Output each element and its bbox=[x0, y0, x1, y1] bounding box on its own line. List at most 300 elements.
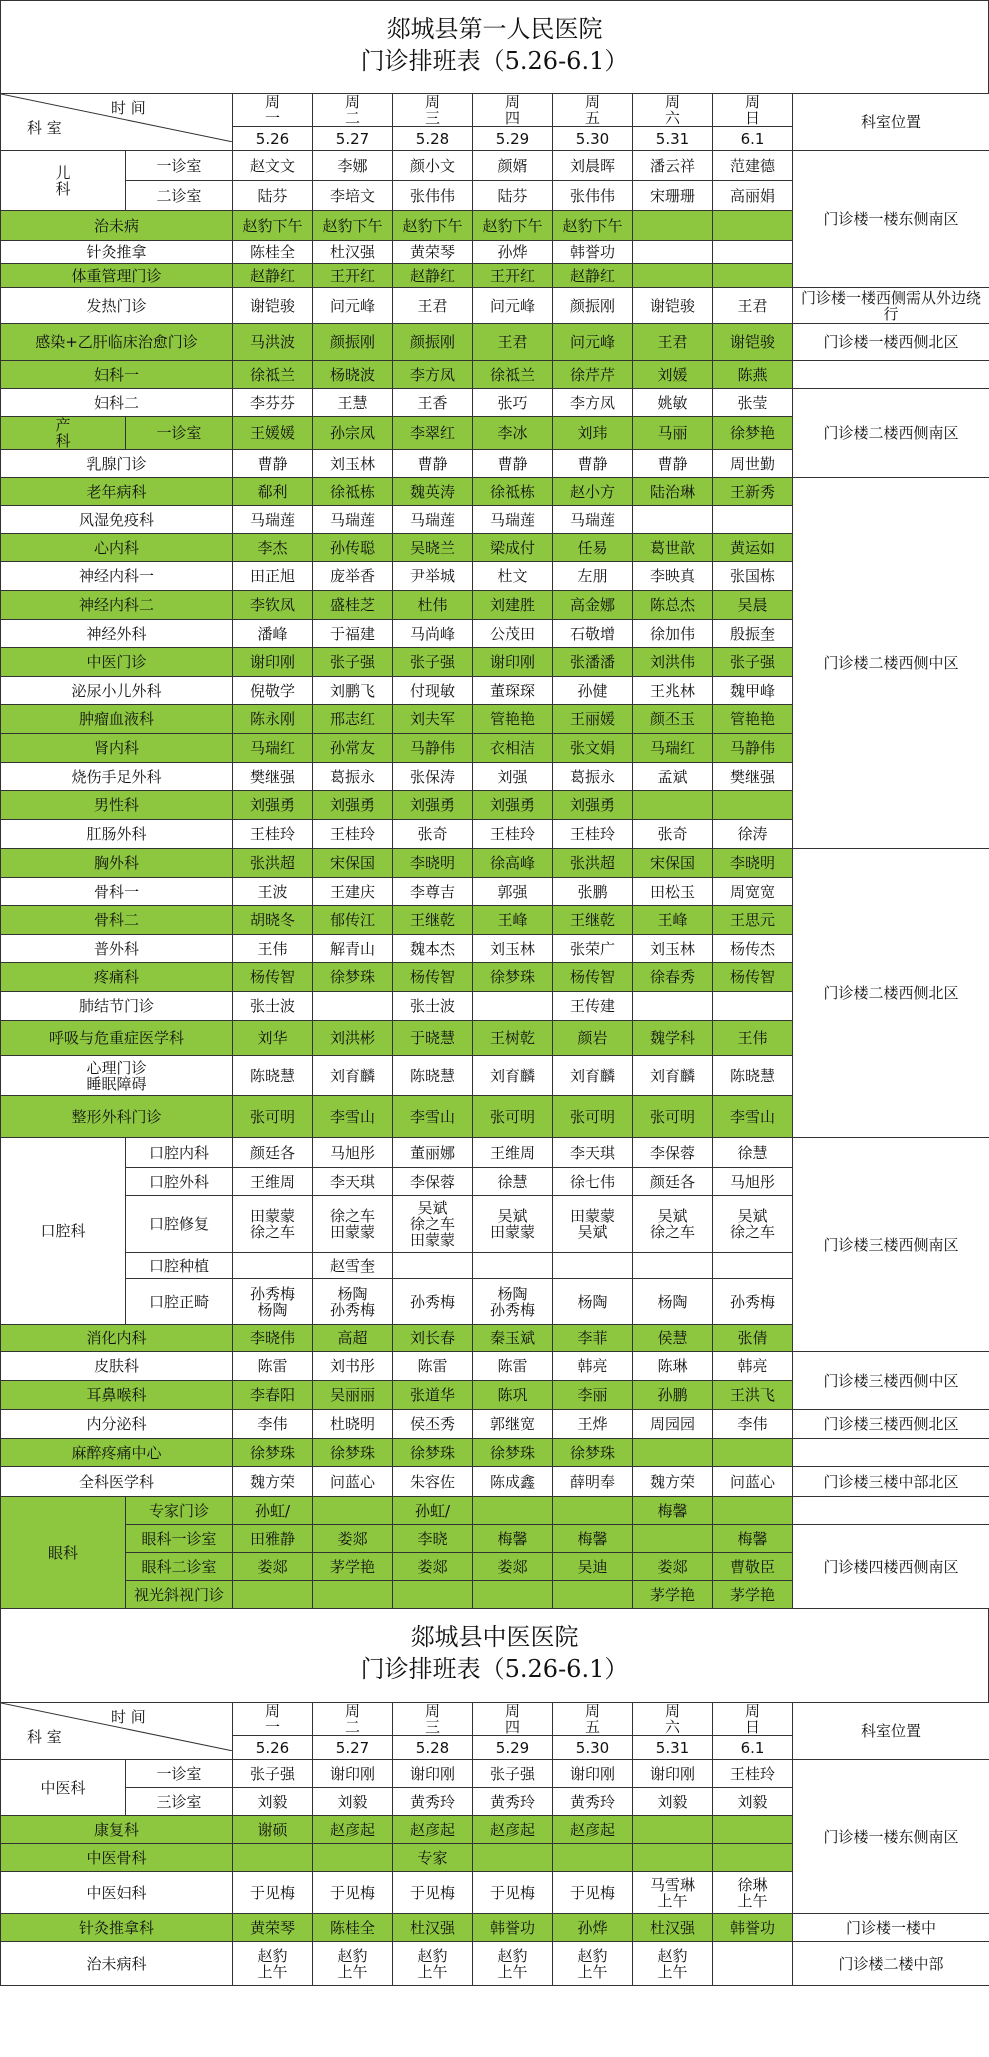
doctor-cell: 张子强 bbox=[313, 648, 393, 677]
doctor-cell: 徐涛 bbox=[713, 820, 793, 849]
doctor-cell: 高丽娟 bbox=[713, 181, 793, 211]
doctor-cell: 王丽媛 bbox=[553, 705, 633, 734]
doctor-cell: 赵雪奎 bbox=[313, 1253, 393, 1279]
doctor-cell: 杨陶 孙秀梅 bbox=[473, 1279, 553, 1325]
doctor-cell: 问蓝心 bbox=[713, 1467, 793, 1497]
doctor-cell: 刘玉林 bbox=[633, 935, 713, 963]
doctor-cell: 谢印刚 bbox=[233, 648, 313, 677]
department-name: 体重管理门诊 bbox=[1, 264, 233, 288]
date-header: 5.31 bbox=[633, 127, 713, 151]
doctor-cell: 邢志红 bbox=[313, 705, 393, 734]
doctor-cell: 吴斌 田蒙蒙 bbox=[473, 1196, 553, 1253]
doctor-cell: 李冰 bbox=[473, 417, 553, 450]
doctor-cell: 尹举城 bbox=[393, 562, 473, 591]
doctor-cell bbox=[633, 1439, 713, 1467]
day-header: 周 四 bbox=[473, 94, 553, 127]
doctor-cell: 赵豹下午 bbox=[233, 211, 313, 241]
doctor-cell: 李菲 bbox=[553, 1325, 633, 1352]
department-name: 消化内科 bbox=[1, 1325, 233, 1352]
schedule-row bbox=[1, 1525, 989, 1553]
doctor-cell: 于见梅 bbox=[473, 1872, 553, 1914]
doctor-cell: 孙鹏 bbox=[633, 1381, 713, 1410]
location-cell: 门诊楼二楼西侧中区 bbox=[793, 478, 989, 849]
doctor-cell bbox=[713, 1942, 793, 1986]
sub-clinic: 一诊室 bbox=[126, 1760, 233, 1788]
doctor-cell: 潘云祥 bbox=[633, 151, 713, 181]
date-header: 5.26 bbox=[233, 1736, 313, 1760]
doctor-cell: 王树乾 bbox=[473, 1021, 553, 1056]
doctor-cell: 董丽娜 bbox=[393, 1138, 473, 1168]
date-header: 6.1 bbox=[713, 1736, 793, 1760]
doctor-cell: 孙烨 bbox=[473, 241, 553, 264]
department-name: 麻醉疼痛中心 bbox=[1, 1439, 233, 1467]
doctor-cell: 马瑞莲 bbox=[313, 506, 393, 534]
sub-clinic: 二诊室 bbox=[126, 181, 233, 211]
sub-clinic: 眼科二诊室 bbox=[126, 1553, 233, 1581]
schedule-row bbox=[1, 288, 989, 324]
doctor-cell bbox=[473, 1253, 553, 1279]
doctor-cell: 徐梦珠 bbox=[393, 1439, 473, 1467]
doctor-cell bbox=[713, 241, 793, 264]
doctor-cell: 张道华 bbox=[393, 1381, 473, 1410]
doctor-cell: 葛振永 bbox=[313, 763, 393, 791]
doctor-cell: 张文娟 bbox=[553, 734, 633, 763]
doctor-cell: 马瑞莲 bbox=[233, 506, 313, 534]
doctor-cell: 王波 bbox=[233, 878, 313, 906]
doctor-cell: 颜小文 bbox=[393, 151, 473, 181]
date-header: 5.29 bbox=[473, 1736, 553, 1760]
doctor-cell: 王建庆 bbox=[313, 878, 393, 906]
doctor-cell: 陈晓慧 bbox=[233, 1056, 313, 1096]
doctor-cell: 黄秀玲 bbox=[473, 1788, 553, 1816]
doctor-cell: 娄郯 bbox=[633, 1553, 713, 1581]
doctor-cell: 王传建 bbox=[553, 992, 633, 1021]
doctor-cell: 倪敬学 bbox=[233, 677, 313, 705]
schedule-row bbox=[1, 1760, 989, 1788]
department-name: 针灸推拿科 bbox=[1, 1914, 233, 1942]
department-name: 耳鼻喉科 bbox=[1, 1381, 233, 1410]
doctor-cell: 王思元 bbox=[713, 906, 793, 935]
doctor-cell: 周园园 bbox=[633, 1410, 713, 1439]
date-header: 6.1 bbox=[713, 127, 793, 151]
doctor-cell: 马丽 bbox=[633, 417, 713, 450]
doctor-cell: 刘强勇 bbox=[233, 791, 313, 820]
date-header: 5.28 bbox=[393, 127, 473, 151]
day-header: 周 二 bbox=[313, 94, 393, 127]
hospital2-title-box bbox=[0, 1609, 989, 1702]
doctor-cell: 王君 bbox=[713, 288, 793, 324]
doctor-cell: 徐祗栋 bbox=[473, 478, 553, 506]
doctor-cell: 徐之车 田蒙蒙 bbox=[313, 1196, 393, 1253]
doctor-cell: 李翠红 bbox=[393, 417, 473, 450]
doctor-cell: 李杰 bbox=[233, 534, 313, 562]
doctor-cell: 石敬增 bbox=[553, 620, 633, 648]
doctor-cell: 赵豹 上午 bbox=[313, 1942, 393, 1986]
doctor-cell bbox=[633, 992, 713, 1021]
doctor-cell: 赵豹 上午 bbox=[473, 1942, 553, 1986]
doctor-cell: 杨陶 bbox=[553, 1279, 633, 1325]
doctor-cell: 李天琪 bbox=[313, 1168, 393, 1196]
doctor-cell: 陈晓慧 bbox=[713, 1056, 793, 1096]
doctor-cell bbox=[633, 506, 713, 534]
doctor-cell: 张莹 bbox=[713, 389, 793, 417]
date-header: 5.31 bbox=[633, 1736, 713, 1760]
doctor-cell: 张士波 bbox=[393, 992, 473, 1021]
doctor-cell: 殷振奎 bbox=[713, 620, 793, 648]
doctor-cell: 王桂玲 bbox=[473, 820, 553, 849]
hospital2-name: 郯城县中医医院 bbox=[410, 1623, 579, 1651]
doctor-cell: 杨陶 孙秀梅 bbox=[313, 1279, 393, 1325]
doctor-cell: 张洪超 bbox=[553, 849, 633, 878]
doctor-cell: 薛明奉 bbox=[553, 1467, 633, 1497]
day-header: 周 一 bbox=[233, 94, 313, 127]
doctor-cell: 魏方荣 bbox=[233, 1467, 313, 1497]
doctor-cell: 刘媛 bbox=[633, 361, 713, 389]
doctor-cell: 徐祗兰 bbox=[233, 361, 313, 389]
doctor-cell: 赵彦起 bbox=[393, 1816, 473, 1844]
location-cell bbox=[793, 361, 989, 389]
doctor-cell: 马瑞红 bbox=[633, 734, 713, 763]
doctor-cell: 刘强勇 bbox=[313, 791, 393, 820]
doctor-cell: 张可明 bbox=[633, 1096, 713, 1138]
doctor-cell: 刘育麟 bbox=[553, 1056, 633, 1096]
doctor-cell: 谢印刚 bbox=[473, 648, 553, 677]
doctor-cell: 李晓伟 bbox=[233, 1325, 313, 1352]
doctor-cell: 问元峰 bbox=[473, 288, 553, 324]
doctor-cell: 李晓明 bbox=[713, 849, 793, 878]
doctor-cell: 张可明 bbox=[553, 1096, 633, 1138]
doctor-cell: 刘强勇 bbox=[473, 791, 553, 820]
doctor-cell: 吴迪 bbox=[553, 1553, 633, 1581]
doctor-cell: 王新秀 bbox=[713, 478, 793, 506]
doctor-cell: 徐梦珠 bbox=[233, 1439, 313, 1467]
department-name: 治未病 bbox=[1, 211, 233, 241]
doctor-cell: 侯慧 bbox=[633, 1325, 713, 1352]
doctor-cell: 赵静红 bbox=[553, 264, 633, 288]
doctor-cell: 赵豹 上午 bbox=[393, 1942, 473, 1986]
doctor-cell: 于见梅 bbox=[233, 1872, 313, 1914]
doctor-cell bbox=[313, 1497, 393, 1525]
doctor-cell: 田雅静 bbox=[233, 1525, 313, 1553]
doctor-cell: 吴斌 徐之车 bbox=[713, 1196, 793, 1253]
doctor-cell: 李娜 bbox=[313, 151, 393, 181]
doctor-cell: 杜伟 bbox=[393, 591, 473, 620]
doctor-cell: 李雪山 bbox=[313, 1096, 393, 1138]
department-name: 针灸推拿 bbox=[1, 241, 233, 264]
doctor-cell bbox=[713, 1844, 793, 1872]
doctor-cell: 盛桂芝 bbox=[313, 591, 393, 620]
location-cell: 门诊楼一楼东侧南区 bbox=[793, 151, 989, 288]
doctor-cell: 王继乾 bbox=[393, 906, 473, 935]
department-name: 中医门诊 bbox=[1, 648, 233, 677]
date-header: 5.30 bbox=[553, 1736, 633, 1760]
department-name: 肿瘤血液科 bbox=[1, 705, 233, 734]
day-header: 周 日 bbox=[713, 94, 793, 127]
doctor-cell: 葛世歆 bbox=[633, 534, 713, 562]
doctor-cell: 梅馨 bbox=[713, 1525, 793, 1553]
hospital2-subtitle: 门诊排班表（5.26-6.1） bbox=[360, 1655, 629, 1683]
doctor-cell: 宋保国 bbox=[633, 849, 713, 878]
doctor-cell: 吴斌 徐之车 bbox=[633, 1196, 713, 1253]
hospital1-subtitle: 门诊排班表（5.26-6.1） bbox=[360, 47, 629, 75]
location-cell bbox=[793, 1497, 989, 1525]
department-name: 中医科 bbox=[1, 1760, 126, 1816]
doctor-cell: 赵小方 bbox=[553, 478, 633, 506]
doctor-cell: 曹静 bbox=[393, 450, 473, 478]
doctor-cell: 陈巩 bbox=[473, 1381, 553, 1410]
doctor-cell: 马洪波 bbox=[233, 324, 313, 361]
doctor-cell: 谢铠骏 bbox=[713, 324, 793, 361]
doctor-cell: 梅馨 bbox=[633, 1497, 713, 1525]
schedule-row bbox=[1, 1914, 989, 1942]
doctor-cell bbox=[393, 1253, 473, 1279]
doctor-cell: 娄郯 bbox=[393, 1553, 473, 1581]
doctor-cell: 解青山 bbox=[313, 935, 393, 963]
department-name: 全科医学科 bbox=[1, 1467, 233, 1497]
doctor-cell: 刘毅 bbox=[233, 1788, 313, 1816]
sub-clinic: 口腔外科 bbox=[126, 1168, 233, 1196]
doctor-cell: 谢印刚 bbox=[553, 1760, 633, 1788]
location-cell: 门诊楼一楼中 bbox=[793, 1914, 989, 1942]
doctor-cell: 李雪山 bbox=[393, 1096, 473, 1138]
department-name: 发热门诊 bbox=[1, 288, 233, 324]
department-name: 儿 科 bbox=[1, 151, 126, 211]
day-header: 周 六 bbox=[633, 1703, 713, 1736]
doctor-cell: 赵豹下午 bbox=[473, 211, 553, 241]
doctor-cell: 樊继强 bbox=[233, 763, 313, 791]
department-name: 呼吸与危重症医学科 bbox=[1, 1021, 233, 1056]
doctor-cell: 郭继宽 bbox=[473, 1410, 553, 1439]
doctor-cell: 于福建 bbox=[313, 620, 393, 648]
schedule-row bbox=[1, 849, 989, 878]
doctor-cell: 刘育麟 bbox=[473, 1056, 553, 1096]
doctor-cell bbox=[393, 1581, 473, 1609]
doctor-cell: 王媛媛 bbox=[233, 417, 313, 450]
doctor-cell: 陆芬 bbox=[233, 181, 313, 211]
doctor-cell: 朱容佐 bbox=[393, 1467, 473, 1497]
department-name: 神经内科一 bbox=[1, 562, 233, 591]
doctor-cell: 谢铠骏 bbox=[633, 288, 713, 324]
schedule-row bbox=[1, 151, 989, 181]
doctor-cell bbox=[713, 992, 793, 1021]
doctor-cell: 李伟 bbox=[713, 1410, 793, 1439]
doctor-cell: 杜晓明 bbox=[313, 1410, 393, 1439]
doctor-cell: 杜汉强 bbox=[313, 241, 393, 264]
doctor-cell: 刘书彤 bbox=[313, 1352, 393, 1381]
doctor-cell: 赵文文 bbox=[233, 151, 313, 181]
doctor-cell: 刘鹏飞 bbox=[313, 677, 393, 705]
schedule-row bbox=[1, 478, 989, 506]
location-cell: 门诊楼二楼中部 bbox=[793, 1942, 989, 1986]
doctor-cell: 徐梦珠 bbox=[473, 963, 553, 992]
department-name: 疼痛科 bbox=[1, 963, 233, 992]
day-header: 周 一 bbox=[233, 1703, 313, 1736]
doctor-cell: 马静伟 bbox=[713, 734, 793, 763]
doctor-cell: 张士波 bbox=[233, 992, 313, 1021]
doctor-cell: 郗利 bbox=[233, 478, 313, 506]
location-cell: 门诊楼二楼西侧北区 bbox=[793, 849, 989, 1138]
doctor-cell: 高超 bbox=[313, 1325, 393, 1352]
doctor-cell: 张奇 bbox=[393, 820, 473, 849]
doctor-cell: 张潘潘 bbox=[553, 648, 633, 677]
doctor-cell: 董琛琛 bbox=[473, 677, 553, 705]
doctor-cell: 赵豹下午 bbox=[393, 211, 473, 241]
doctor-cell bbox=[713, 264, 793, 288]
doctor-cell bbox=[553, 1253, 633, 1279]
doctor-cell: 魏英涛 bbox=[393, 478, 473, 506]
doctor-cell: 马尚峰 bbox=[393, 620, 473, 648]
doctor-cell: 孙秀梅 杨陶 bbox=[233, 1279, 313, 1325]
doctor-cell: 李晓明 bbox=[393, 849, 473, 878]
doctor-cell: 张子强 bbox=[473, 1760, 553, 1788]
doctor-cell: 吴晓兰 bbox=[393, 534, 473, 562]
doctor-cell: 颜岩 bbox=[553, 1021, 633, 1056]
doctor-cell bbox=[713, 791, 793, 820]
hospital2-rows bbox=[1, 1760, 989, 1986]
location-header: 科室位置 bbox=[793, 94, 989, 151]
doctor-cell: 陈成鑫 bbox=[473, 1467, 553, 1497]
doctor-cell: 王香 bbox=[393, 389, 473, 417]
doctor-cell: 胡晓冬 bbox=[233, 906, 313, 935]
location-cell: 门诊楼一楼东侧南区 bbox=[793, 1760, 989, 1914]
doctor-cell: 王峰 bbox=[473, 906, 553, 935]
doctor-cell: 张可明 bbox=[473, 1096, 553, 1138]
doctor-cell: 徐梦珠 bbox=[473, 1439, 553, 1467]
doctor-cell: 马旭彤 bbox=[713, 1168, 793, 1196]
sub-clinic: 口腔种植 bbox=[126, 1253, 233, 1279]
doctor-cell: 吴晨 bbox=[713, 591, 793, 620]
doctor-cell bbox=[473, 1497, 553, 1525]
day-header: 周 日 bbox=[713, 1703, 793, 1736]
doctor-cell: 赵豹 上午 bbox=[233, 1942, 313, 1986]
doctor-cell: 周宽宽 bbox=[713, 878, 793, 906]
doctor-cell: 刘毅 bbox=[633, 1788, 713, 1816]
department-name: 妇科二 bbox=[1, 389, 233, 417]
doctor-cell: 陆芬 bbox=[473, 181, 553, 211]
department-name: 眼科 bbox=[1, 1497, 126, 1609]
doctor-cell: 孟斌 bbox=[633, 763, 713, 791]
department-name: 心理门诊 睡眠障碍 bbox=[1, 1056, 233, 1096]
schedule-row bbox=[1, 1352, 989, 1381]
doctor-cell: 陈雷 bbox=[233, 1352, 313, 1381]
schedule-row bbox=[1, 324, 989, 361]
doctor-cell: 陈雷 bbox=[473, 1352, 553, 1381]
department-name: 康复科 bbox=[1, 1816, 233, 1844]
doctor-cell: 任易 bbox=[553, 534, 633, 562]
doctor-cell: 李映真 bbox=[633, 562, 713, 591]
doctor-cell: 王继乾 bbox=[553, 906, 633, 935]
doctor-cell: 颜振刚 bbox=[313, 324, 393, 361]
day-header: 周 五 bbox=[553, 1703, 633, 1736]
doctor-cell: 赵豹 上午 bbox=[553, 1942, 633, 1986]
doctor-cell: 黄秀玲 bbox=[393, 1788, 473, 1816]
doctor-cell: 赵静红 bbox=[393, 264, 473, 288]
doctor-cell: 孙虹/ bbox=[233, 1497, 313, 1525]
doctor-cell bbox=[713, 1253, 793, 1279]
doctor-cell: 颜廷各 bbox=[633, 1168, 713, 1196]
doctor-cell: 王桂玲 bbox=[553, 820, 633, 849]
doctor-cell: 衣相洁 bbox=[473, 734, 553, 763]
doctor-cell: 张伟伟 bbox=[393, 181, 473, 211]
doctor-cell: 王桂玲 bbox=[313, 820, 393, 849]
doctor-cell: 杜汉强 bbox=[633, 1914, 713, 1942]
doctor-cell: 于见梅 bbox=[553, 1872, 633, 1914]
doctor-cell: 徐加伟 bbox=[633, 620, 713, 648]
department-name: 内分泌科 bbox=[1, 1410, 233, 1439]
doctor-cell: 韩亮 bbox=[713, 1352, 793, 1381]
doctor-cell bbox=[233, 1581, 313, 1609]
hospital1-title-box bbox=[0, 0, 989, 93]
doctor-cell: 左朋 bbox=[553, 562, 633, 591]
schedule-row bbox=[1, 389, 989, 417]
doctor-cell: 李方凤 bbox=[553, 389, 633, 417]
doctor-cell: 娄郯 bbox=[233, 1553, 313, 1581]
department-name: 中医骨科 bbox=[1, 1844, 233, 1872]
hospital1-schedule-table bbox=[0, 93, 989, 1609]
sub-clinic: 口腔正畸 bbox=[126, 1279, 233, 1325]
doctor-cell: 问元峰 bbox=[553, 324, 633, 361]
location-cell: 门诊楼三楼中部北区 bbox=[793, 1467, 989, 1497]
doctor-cell: 刘育麟 bbox=[313, 1056, 393, 1096]
doctor-cell: 陈桂全 bbox=[233, 241, 313, 264]
doctor-cell bbox=[633, 791, 713, 820]
doctor-cell: 杨传智 bbox=[233, 963, 313, 992]
doctor-cell: 张子强 bbox=[713, 648, 793, 677]
doctor-cell: 田松玉 bbox=[633, 878, 713, 906]
doctor-cell: 宋珊珊 bbox=[633, 181, 713, 211]
department-name: 口腔科 bbox=[1, 1138, 126, 1325]
doctor-cell: 黄荣琴 bbox=[233, 1914, 313, 1942]
header-diagonal-cell bbox=[1, 94, 233, 151]
doctor-cell: 问蓝心 bbox=[313, 1467, 393, 1497]
doctor-cell: 刘长春 bbox=[393, 1325, 473, 1352]
doctor-cell: 高金娜 bbox=[553, 591, 633, 620]
doctor-cell: 黄运如 bbox=[713, 534, 793, 562]
day-header: 周 五 bbox=[553, 94, 633, 127]
doctor-cell: 问元峰 bbox=[313, 288, 393, 324]
doctor-cell: 徐慧 bbox=[473, 1168, 553, 1196]
doctor-cell: 杨传杰 bbox=[713, 935, 793, 963]
hospital1-rows bbox=[1, 151, 989, 1609]
doctor-cell bbox=[713, 1816, 793, 1844]
department-name: 骨科二 bbox=[1, 906, 233, 935]
doctor-cell: 茅学艳 bbox=[633, 1581, 713, 1609]
header-time-label: 时 间 bbox=[111, 1708, 146, 1726]
doctor-cell: 杨传智 bbox=[713, 963, 793, 992]
doctor-cell: 李丽 bbox=[553, 1381, 633, 1410]
doctor-cell: 姚敏 bbox=[633, 389, 713, 417]
doctor-cell: 王桂玲 bbox=[713, 1760, 793, 1788]
department-name: 神经外科 bbox=[1, 620, 233, 648]
doctor-cell: 刘玮 bbox=[553, 417, 633, 450]
doctor-cell: 田蒙蒙 徐之车 bbox=[233, 1196, 313, 1253]
department-name: 治未病科 bbox=[1, 1942, 233, 1986]
doctor-cell: 田蒙蒙 吴斌 bbox=[553, 1196, 633, 1253]
day-header: 周 六 bbox=[633, 94, 713, 127]
day-header: 周 四 bbox=[473, 1703, 553, 1736]
doctor-cell bbox=[713, 1497, 793, 1525]
schedule-row bbox=[1, 1410, 989, 1439]
doctor-cell: 孙秀梅 bbox=[713, 1279, 793, 1325]
header-time-label: 时 间 bbox=[111, 99, 146, 117]
doctor-cell: 张洪超 bbox=[233, 849, 313, 878]
location-cell: 门诊楼三楼西侧北区 bbox=[793, 1410, 989, 1439]
doctor-cell: 刘强勇 bbox=[393, 791, 473, 820]
doctor-cell: 王伟 bbox=[713, 1021, 793, 1056]
doctor-cell: 韩誉功 bbox=[553, 241, 633, 264]
doctor-cell: 田正旭 bbox=[233, 562, 313, 591]
doctor-cell: 陆治琳 bbox=[633, 478, 713, 506]
